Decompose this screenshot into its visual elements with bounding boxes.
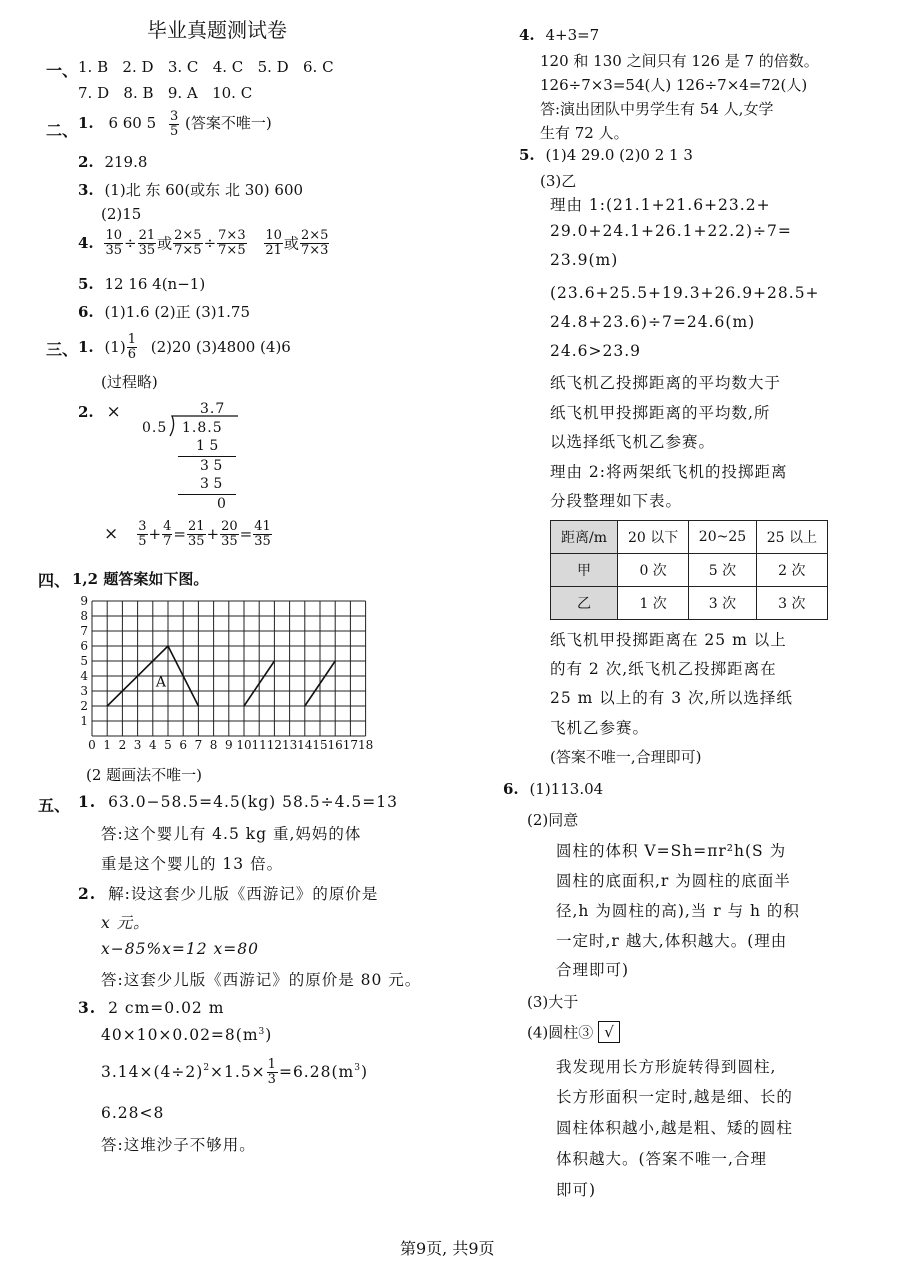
answer-item: 4. C xyxy=(212,58,244,76)
text-line: 重是这个婴儿的 13 倍。 xyxy=(101,855,284,873)
text-line: 以选择纸飞机乙参赛。 xyxy=(550,433,716,451)
long-division-rule xyxy=(178,494,236,495)
question-label: 2. xyxy=(78,884,97,903)
fraction-equation: × $\frac{3}{5}$ + $\frac{4}{7}$ = $\frac{21}{35}$ + $\frac{20}{35}$ = $\frac{41}{35}$ xyxy=(104,519,271,549)
table-cell: 0 次 xyxy=(618,554,689,587)
text-line: (答案不唯一,合理即可) xyxy=(550,748,702,766)
s2-q1 xyxy=(78,110,272,138)
y-tick-label: 1 xyxy=(80,714,88,728)
x-tick-label: 6 xyxy=(179,738,188,752)
text-line: $3.14\times(4\div 2)^2\times 1.5\times$ $\frac{1}{3}$ $=6.28(m^3)$ xyxy=(101,1057,368,1087)
answer-values: 6 60 5 xyxy=(108,114,157,133)
question-label: 5. xyxy=(78,275,94,293)
question-label: 1. xyxy=(78,792,97,811)
text-line: 24.8+23.6)÷7=24.6(m) xyxy=(550,313,756,331)
x-tick-label: 11 xyxy=(251,738,267,752)
text-line: 理由 1:(21.1+21.6+23.2+ xyxy=(550,196,771,214)
y-tick-label: 2 xyxy=(80,699,88,713)
x-tick-label: 14 xyxy=(297,738,313,752)
long-division-step: 0 xyxy=(217,496,226,512)
s5-q2: 2. 解:设这套少儿版《西游记》的原价是 xyxy=(78,884,379,903)
s3-q1: 1. (1) $\frac{1}{6}$ (2)20 (3)4800 (4)6 xyxy=(78,332,291,362)
text-line: 圆柱的体积 V=Sh=πr²h(S 为 xyxy=(556,842,787,860)
answer-item: 1. B xyxy=(78,58,109,76)
fraction: $\frac{1}{3}$ xyxy=(267,1057,277,1087)
section-1-number: 一、 xyxy=(46,61,79,80)
long-division-step: 1 5 xyxy=(196,438,219,454)
question-label: 6. xyxy=(78,303,94,321)
answer-item: 7. D xyxy=(78,84,110,102)
text-line: 圆柱的底面积,r 为圆柱的底面半 xyxy=(556,872,791,890)
fraction: $\frac{2\times 5}{7\times 5}$ xyxy=(174,228,202,258)
x-tick-label: 7 xyxy=(194,738,203,752)
fraction: $\frac{3}{5}$ xyxy=(169,109,179,139)
fraction: $\frac{3}{5}$ xyxy=(138,519,147,549)
fraction: $\frac{10}{35}$ xyxy=(105,228,122,258)
x-tick-label: 12 xyxy=(266,738,283,752)
long-division-divisor: 0.5 xyxy=(142,420,168,436)
table-cell: 3 次 xyxy=(689,587,756,620)
text-line: 25 m 以上的有 3 次,所以选择纸 xyxy=(550,689,793,707)
section-2-number: 二、 xyxy=(46,121,79,140)
text-line: 即可) xyxy=(556,1181,597,1199)
text-line: 生有 72 人。 xyxy=(540,124,629,142)
y-tick-label: 7 xyxy=(80,624,88,638)
check-mark-icon: √ xyxy=(598,1021,620,1043)
answer-item: 9. A xyxy=(167,84,198,102)
text-line: 分段整理如下表。 xyxy=(550,492,683,510)
answer-item: 6. C xyxy=(303,58,334,76)
y-tick-label: 6 xyxy=(80,639,88,653)
s3-q1-note: (过程略) xyxy=(101,373,158,391)
question-label: 3. xyxy=(78,181,94,199)
s2-q6 xyxy=(78,301,250,322)
question-label: 6. xyxy=(503,780,519,798)
x-tick-label: 5 xyxy=(164,738,172,752)
section-5-number: 五、 xyxy=(38,796,71,815)
section-4-heading: 1,2 题答案如下图。 xyxy=(72,570,209,588)
long-division-step: 3 5 xyxy=(200,476,223,492)
text-line: x−85%x=12 x=80 xyxy=(101,940,260,958)
page-title: 毕业真题测试卷 xyxy=(147,18,287,42)
x-tick-label: 15 xyxy=(312,738,328,752)
text-line: 的有 2 次,纸飞机乙投掷距离在 xyxy=(550,660,777,678)
text-line: (4)圆柱③ √ xyxy=(527,1021,620,1043)
coordinate-grid xyxy=(76,596,392,754)
text-line: 纸飞机甲投掷距离在 25 m 以上 xyxy=(550,631,787,649)
question-label: 1. xyxy=(78,338,94,357)
s2-q2 xyxy=(78,153,147,171)
s5-q1: 1. 63.0−58.5=4.5(kg) 58.5÷4.5=13 xyxy=(78,792,398,811)
answer-text: (1)1.6 (2)正 (3)1.75 xyxy=(104,303,250,321)
fraction: $\frac{20}{35}$ xyxy=(221,519,238,549)
table-cell: 2 次 xyxy=(756,554,827,587)
answer-item: 3. C xyxy=(167,58,199,76)
x-tick-label: 17 xyxy=(342,738,359,752)
section-3-number: 三、 xyxy=(46,340,79,359)
s5-q3: 3. 2 cm=0.02 m xyxy=(78,998,225,1017)
s2-q3 xyxy=(78,179,303,200)
s5-q4: 4. 4+3=7 xyxy=(519,26,600,44)
wrong-mark: × xyxy=(106,402,121,422)
section-4-number: 四、 xyxy=(38,571,71,590)
y-tick-label: 8 xyxy=(80,609,88,623)
question-label: 3. xyxy=(78,998,97,1017)
table-header-cell: 20 以下 xyxy=(618,521,689,554)
x-tick-label: 1 xyxy=(103,738,112,752)
x-tick-label: 4 xyxy=(148,738,157,752)
section-1-answers-row1 xyxy=(78,58,334,76)
text-line: 长方形面积一定时,越是细、长的 xyxy=(556,1088,793,1106)
text-line: 一定时,r 越大,体积越大。(理由 xyxy=(556,932,788,950)
text-line: 体积越大。(答案不唯一,合理 xyxy=(556,1150,767,1168)
wrong-mark: × xyxy=(104,524,119,545)
text-line: 合理即可) xyxy=(556,961,630,979)
table-header-cell: 距离/m xyxy=(551,521,618,554)
s3-q2 xyxy=(78,402,121,422)
question-label: 5. xyxy=(519,146,535,164)
question-label: 1. xyxy=(78,114,94,133)
table-cell: 乙 xyxy=(551,587,618,620)
fraction: $\frac{1}{6}$ xyxy=(127,332,136,362)
x-tick-label: 13 xyxy=(281,738,298,752)
s2-q4: 4. $\frac{10}{35}$ ÷ $\frac{21}{35}$ 或 $\frac{2\times 5}{7\times 5}$ ÷ $\frac{7\times 3}{7\times 5}$ $\frac{10}{21}$ 或 $\frac{2\times 5}{7\times 3}$ xyxy=(78,228,329,258)
answer-item: 5. D xyxy=(257,58,289,76)
text-line: 纸飞机乙投掷距离的平均数大于 xyxy=(550,374,782,392)
text-line: 径,h 为圆柱的高),当 r 与 h 的积 xyxy=(556,902,800,920)
table-cell: 甲 xyxy=(551,554,618,587)
text-line: (23.6+25.5+19.3+26.9+28.5+ xyxy=(550,284,820,302)
long-division-step: 3 5 xyxy=(200,458,223,474)
text-line: $40\times 10\times 0.02=8(m^3)$ xyxy=(101,1026,273,1044)
table-cell: 1 次 xyxy=(618,587,689,620)
table-cell: 3 次 xyxy=(756,587,827,620)
text-line: (3)乙 xyxy=(540,172,577,190)
text-line: 答:这堆沙子不够用。 xyxy=(101,1136,256,1154)
text-line: 120 和 130 之间只有 126 是 7 的倍数。 xyxy=(540,52,819,70)
question-label: 2. xyxy=(78,403,94,421)
fraction: $\frac{4}{7}$ xyxy=(163,519,172,549)
x-tick-label: 3 xyxy=(133,738,142,752)
table-header-cell: 20~25 xyxy=(689,521,756,554)
long-division-rule xyxy=(178,456,236,457)
text-line: (3)大于 xyxy=(527,993,579,1011)
s2-q5 xyxy=(78,275,205,293)
question-label: 4. xyxy=(519,26,535,44)
text-line: 圆柱体积越小,越是粗、矮的圆柱 xyxy=(556,1119,793,1137)
answer-note: (答案不唯一) xyxy=(185,114,272,133)
answer-text: 219.8 xyxy=(104,153,148,171)
text-line: 飞机乙参赛。 xyxy=(550,719,650,737)
text-line: x 元。 xyxy=(101,914,150,932)
fraction: $\frac{41}{35}$ xyxy=(254,519,271,549)
long-division-quotient: 3.7 xyxy=(200,401,226,417)
answer-item: 10. C xyxy=(212,84,253,102)
s5-q5: 5. (1)4 29.0 (2)0 2 1 3 xyxy=(519,146,693,164)
distance-table xyxy=(550,520,828,620)
answer-text: (1)北 东 60(或东 北 30) 600 xyxy=(104,181,304,199)
table-row xyxy=(551,554,828,587)
question-label: 4. xyxy=(78,234,94,253)
text-line: 我发现用长方形旋转得到圆柱, xyxy=(556,1058,777,1076)
page-footer: 第9页, 共9页 xyxy=(400,1239,495,1258)
x-tick-label: 0 xyxy=(88,738,96,752)
question-label: 2. xyxy=(78,153,94,171)
shape-label: A xyxy=(155,674,166,691)
text-line: 126÷7×3=54(人) 126÷7×4=72(人) xyxy=(540,76,808,94)
text-line: 答:这套少儿版《西游记》的原价是 80 元。 xyxy=(101,971,422,989)
fraction: $\frac{7\times 3}{7\times 5}$ xyxy=(218,228,246,258)
answer-item: 2. D xyxy=(122,58,154,76)
x-tick-label: 18 xyxy=(357,738,374,752)
text-line: 纸飞机甲投掷距离的平均数,所 xyxy=(550,404,771,422)
y-tick-label: 5 xyxy=(80,654,88,668)
y-tick-label: 9 xyxy=(80,596,88,608)
text-line: 答:演出团队中男学生有 54 人,女学 xyxy=(540,100,774,118)
section-1-answers-row2 xyxy=(78,84,252,102)
text-line: (2)同意 xyxy=(527,811,579,829)
table-header-cell: 25 以上 xyxy=(756,521,827,554)
s5-q6: 6. (1)113.04 xyxy=(503,780,604,798)
text-line: 29.0+24.1+26.1+22.2)÷7= xyxy=(550,222,792,240)
x-tick-label: 10 xyxy=(236,738,252,752)
section-4-note: (2 题画法不唯一) xyxy=(86,766,203,784)
table-cell: 5 次 xyxy=(689,554,756,587)
fraction: $\frac{2\times 5}{7\times 3}$ xyxy=(300,228,329,258)
answer-text: 12 16 4(n−1) xyxy=(104,275,206,293)
fraction: $\frac{10}{21}$ xyxy=(265,228,282,258)
s2-q3-line2: (2)15 xyxy=(101,205,142,223)
long-division-dividend: 1.8.5 xyxy=(182,420,223,436)
text-line: 24.6>23.9 xyxy=(550,342,642,360)
fraction: $\frac{21}{35}$ xyxy=(138,228,156,258)
text-line: 23.9(m) xyxy=(550,251,619,269)
text-line: 理由 2:将两架纸飞机的投掷距离 xyxy=(550,463,788,481)
x-tick-label: 16 xyxy=(327,738,343,752)
y-tick-label: 4 xyxy=(80,669,88,683)
text-line: 答:这个婴儿有 4.5 kg 重,妈妈的体 xyxy=(101,825,362,843)
answer-item: 8. B xyxy=(123,84,154,102)
x-tick-label: 2 xyxy=(118,738,127,752)
table-row xyxy=(551,587,828,620)
x-tick-label: 8 xyxy=(209,738,218,752)
fraction: $\frac{21}{35}$ xyxy=(187,519,205,549)
table-header-row xyxy=(551,521,828,554)
x-tick-label: 9 xyxy=(224,738,233,752)
y-tick-label: 3 xyxy=(80,684,88,698)
text-line: 6.28<8 xyxy=(101,1104,165,1122)
